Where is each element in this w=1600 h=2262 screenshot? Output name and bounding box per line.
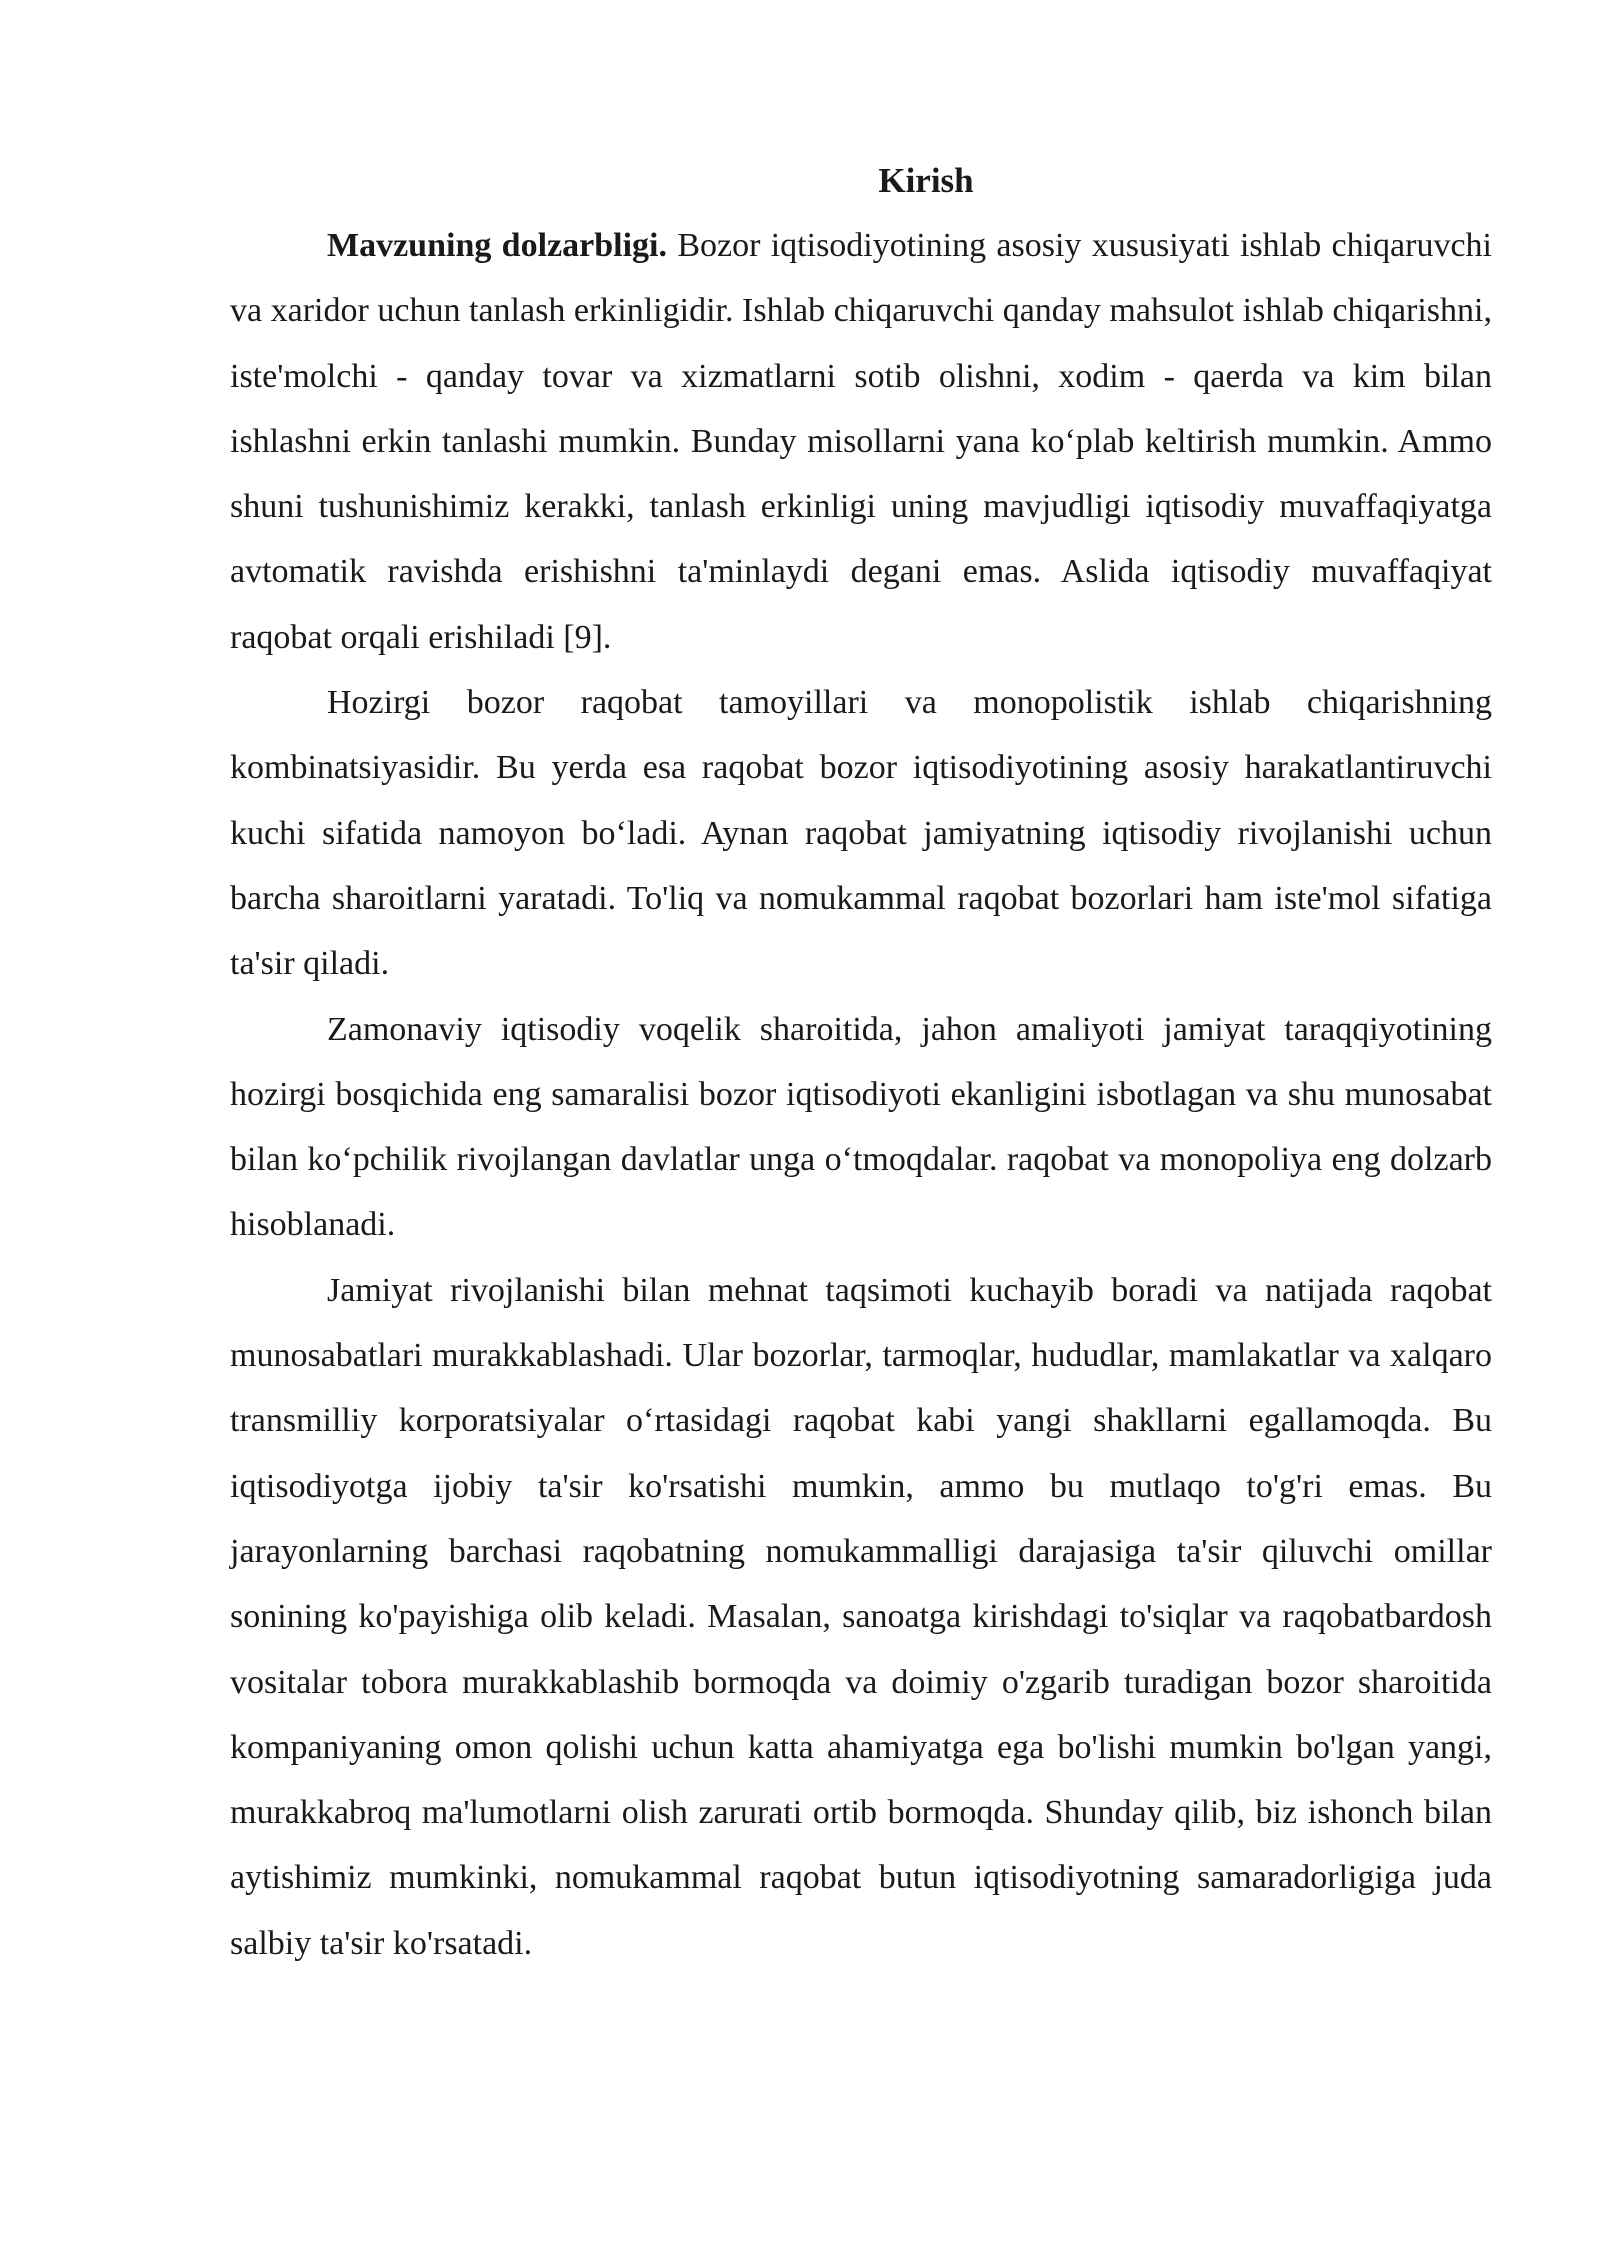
paragraph-lead: Mavzuning dolzarbligi. (327, 227, 667, 264)
paragraph-text: Hozirgi bozor raqobat tamoyillari va monopolistik ishlab chiqarishning kombinatsiyasidir. Bu yerda esa raqobat bozor iqtisodiyotining asosiy harakatlantiruvchi kuchi sifatida namoyon bo‘ladi. Aynan raqobat jamiyatning iqtisodiy rivojlanishi uchun barcha sharoitlarni yaratadi. To'liq va nomukammal raqobat bozorlari ham iste'mol sifatiga ta'sir qiladi. (230, 684, 1492, 983)
paragraph-3 (230, 997, 1492, 1258)
paragraph-text: Jamiyat rivojlanishi bilan mehnat taqsimoti kuchayib boradi va natijada raqobat munosabatlari murakkablashadi. Ular bozorlar, tarmoqlar, hududlar, mamlakatlar va xalqaro transmilliy korporatsiyalar o‘rtasidagi raqobat kabi yangi shakllarni egallamoqda. Bu iqtisodiyotga ijobiy ta'sir ko'rsatishi mumkin, ammo bu mutlaqo to'g'ri emas. Bu jarayonlarning barchasi raqobatning nomukammalligi darajasiga ta'sir qiluvchi omillar sonining ko'payishiga olib keladi. Masalan, sanoatga kirishdagi to'siqlar va raqobatbardosh vositalar tobora murakkablashib bormoqda va doimiy o'zgarib turadigan bozor sharoitida kompaniyaning omon qolishi uchun katta ahamiyatga ega bo'lishi mumkin bo'lgan yangi, murakkabroq ma'lumotlarni olish zarurati ortib bormoqda. Shunday qilib, biz ishonch bilan aytishimiz mumkinki, nomukammal raqobat butun iqtisodiyotning samaradorligiga juda salbiy ta'sir ko'rsatadi. (230, 1271, 1492, 1962)
paragraph-2 (230, 670, 1492, 996)
document-body (230, 148, 1492, 1976)
paragraph-text: Bozor iqtisodiyotining asosiy xususiyati ishlab chiqaruvchi va xaridor uchun tanlash erkinligidir. Ishlab chiqaruvchi qanday mahsulot ishlab chiqarishni, iste'molchi - qanday tovar va xizmatlarni sotib olishni, xodim - qaerda va kim bilan ishlashni erkin tanlashi mumkin. Bunday misollarni yana ko‘plab keltirish mumkin. Ammo shuni tushunishimiz kerakki, tanlash erkinligi uning mavjudligi iqtisodiy muvaffaqiyatga avtomatik ravishda erishishni ta'minlaydi degani emas. Aslida iqtisodiy muvaffaqiyat raqobat orqali erishiladi [9]. (230, 227, 1493, 656)
paragraph-text: Zamonaviy iqtisodiy voqelik sharoitida, jahon amaliyoti jamiyat taraqqiyotining hozirgi bosqichida eng samaralisi bozor iqtisodiyoti ekanligini isbotlagan va shu munosabat bilan ko‘pchilik rivojlangan davlatlar unga o‘tmoqdalar. raqobat va monopoliya eng dolzarb hisoblanadi. (230, 1010, 1492, 1244)
section-heading: Kirish (878, 161, 974, 200)
paragraph-1 (230, 213, 1492, 670)
paragraph-4 (230, 1258, 1492, 1976)
